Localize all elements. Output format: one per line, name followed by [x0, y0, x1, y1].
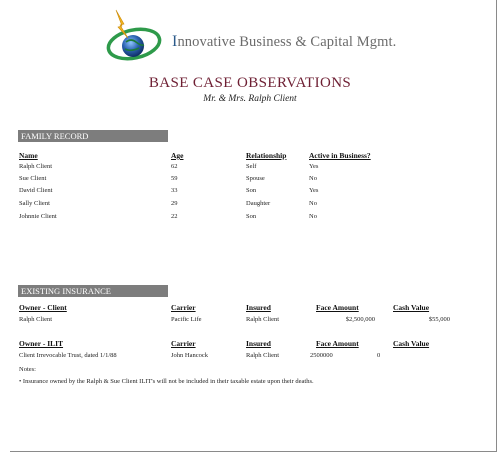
client-carrier-cell: Pacific Life: [171, 316, 202, 323]
family-active-cell: No: [309, 175, 317, 182]
family-name-cell: Johnnie Client: [19, 213, 57, 220]
client-col-face-amount-header: Face Amount: [316, 303, 359, 312]
family-name-cell: Ralph Client: [19, 163, 53, 170]
note-item: • Insurance owned by the Ralph & Sue Client ILIT's will not be included in their taxable estate upon their deaths.: [19, 378, 314, 385]
family-age-cell: 29: [171, 200, 178, 207]
ilit-col-owner-header: Owner - ILIT: [19, 339, 64, 348]
client-col-carrier-header: Carrier: [171, 303, 196, 312]
family-active-cell: No: [309, 213, 317, 220]
family-col-active-header: Active in Business?: [309, 151, 371, 160]
client-col-owner-header: Owner - Client: [19, 303, 67, 312]
family-active-cell: Yes: [309, 187, 319, 194]
ilit-carrier-cell: John Hancock: [171, 352, 209, 359]
family-relationship-cell: Son: [246, 187, 257, 194]
family-age-cell: 33: [171, 187, 178, 194]
document-subtitle: Mr. & Mrs. Ralph Client: [203, 94, 297, 104]
family-relationship-cell: Self: [246, 163, 257, 170]
ilit-col-carrier-header: Carrier: [171, 339, 196, 348]
ilit-col-cash-value-header: Cash Value: [393, 339, 430, 348]
family-active-cell: No: [309, 200, 317, 207]
family-age-cell: 62: [171, 163, 178, 170]
ilit-col-insured-header: Insured: [246, 339, 271, 348]
client-col-insured-header: Insured: [246, 303, 271, 312]
ilit-owner-cell: Client Irrevocable Trust, dated 1/1/88: [19, 352, 117, 359]
client-owner-cell: Ralph Client: [19, 316, 53, 323]
family-relationship-cell: Daughter: [246, 200, 271, 207]
family-name-cell: Sue Client: [19, 175, 47, 182]
family-col-name-header: Name: [19, 151, 38, 160]
family-age-cell: 59: [171, 175, 178, 182]
family-name-cell: Sally Client: [19, 200, 50, 207]
ilit-cash-value-cell: 0: [377, 352, 381, 359]
ilit-insured-cell: Ralph Client: [246, 352, 280, 359]
family-age-cell: 22: [171, 213, 178, 220]
family-relationship-cell: Son: [246, 213, 257, 220]
company-logo-icon: [104, 8, 168, 70]
family-active-cell: Yes: [309, 163, 319, 170]
ilit-face-amount-cell: 2500000: [310, 352, 333, 359]
family-col-age-header: Age: [171, 151, 184, 160]
family-relationship-cell: Spouse: [246, 175, 265, 182]
family-record-section-bar: FAMILY RECORD: [18, 130, 168, 142]
client-face-amount-cell: $2,500,000: [345, 316, 375, 323]
family-name-cell: David Client: [19, 187, 53, 194]
ilit-col-face-amount-header: Face Amount: [316, 339, 359, 348]
company-name: [172, 33, 396, 51]
document-title: BASE CASE OBSERVATIONS: [148, 75, 352, 91]
client-insured-cell: Ralph Client: [246, 316, 280, 323]
family-col-relationship-header: Relationship: [246, 151, 287, 160]
existing-insurance-section-bar: EXISTING INSURANCE: [18, 285, 168, 297]
client-col-cash-value-header: Cash Value: [393, 303, 430, 312]
company-name-initial: I: [172, 33, 178, 50]
company-name-rest: nnovative Business & Capital Mgmt.: [177, 34, 397, 50]
client-cash-value-cell: $55,000: [428, 316, 450, 323]
notes-label: Notes:: [19, 366, 36, 373]
